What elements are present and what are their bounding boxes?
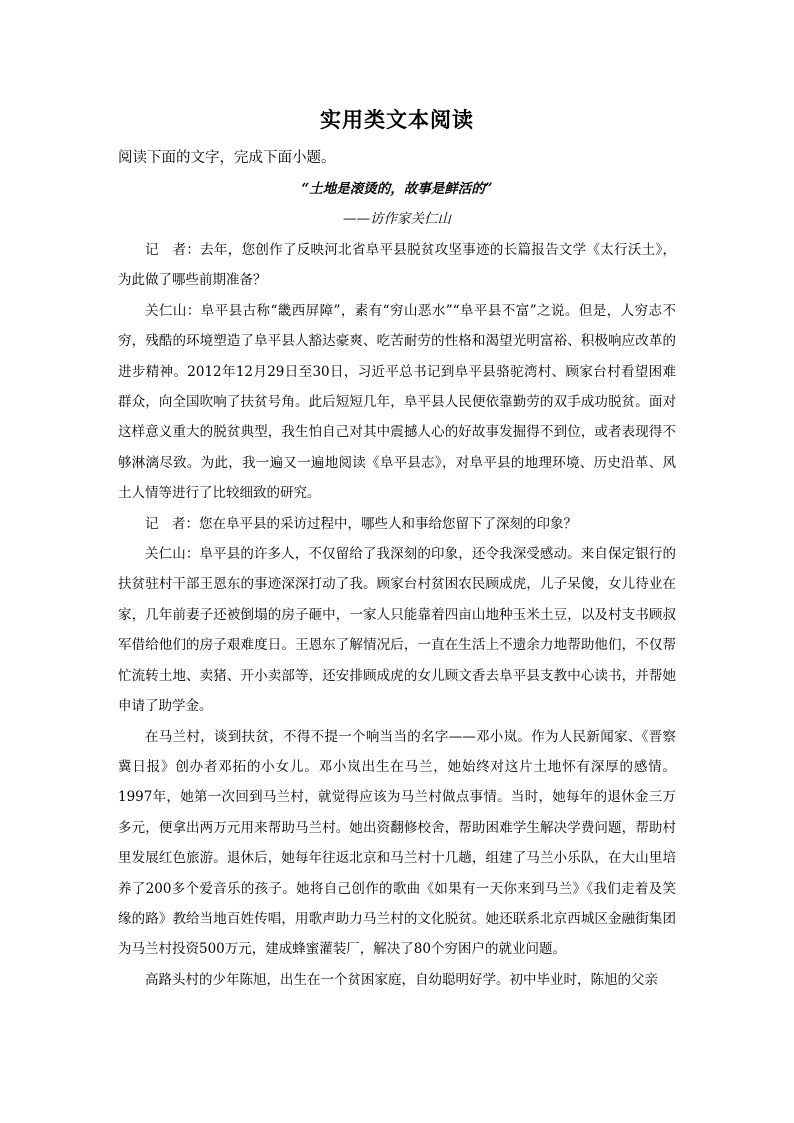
page-title: 实用类文本阅读 (320, 107, 474, 132)
paragraph: 在马兰村，谈到扶贫，不得不提一个响当当的名字——邓小岚。作为人民新闻家、《晋察冀日报》创办者邓拓的小女儿。邓小岚出生在马兰，她始终对这片土地怀有深厚的感情。1997年，她第一次回到马兰村，就觉得应该为马兰村做点事情。当时，她每年的退休金三万多元，便拿出两万元用来帮助马兰村。她出资翻修校舍，帮助困难学生解决学费问题，帮助村里发展红色旅游。退休后，她每年往返北京和马兰村十几趟，组建了马兰小乐队，在大山里培养了200多个爱音乐的孩子。她将自己创作的歌曲《如果有一天你来到马兰》《我们走着及笑缘的路》教给当地百姓传唱，用歌声助力马兰村的文化脱贫。她还联系北京西城区金融街集团为马兰村投资500万元，建成蜂蜜灌装厂，解决了80个穷困户的就业问题。 (118, 728, 676, 958)
paragraph: 记 者：您在阜平县的采访过程中，哪些人和事给您留下了深刻的印象？ (145, 515, 577, 532)
article-title: “土地是滚烫的，故事是鲜活的” (301, 181, 493, 197)
paragraph: 关仁山：阜平县古称“畿西屏障”，素有“穷山恶水”“阜平县不富”之说。但是，人穷志不穷，残酷的环境塑造了阜平县人豁达豪爽、吃苦耐劳的性格和渴望光明富裕、积极响应改革的进步精神。2012年12月29日至30日，习近平总书记到阜平县骆驼湾村、顾家台村看望困难群众，向全国吹响了扶贫号角。此后短短几年，阜平县人民便依靠勤劳的双手成功脱贫。面对这样意义重大的脱贫典型，我生怕自己对其中震撼人心的好故事发掘得不到位，或者表现得不够淋漓尽致。为此，我一遍又一遍地阅读《阜平县志》，对阜平县的地理环境、历史沿革、风土人情等进行了比较细致的研究。 (118, 302, 676, 502)
article-subtitle: ——访作家关仁山 (343, 211, 451, 227)
instruction-text: 阅读下面的文字，完成下面小题。 (118, 150, 336, 166)
paragraph: 关仁山：阜平县的许多人，不仅留给了我深刻的印象，还令我深受感动。来自保定银行的扶贫驻村干部王恩东的事迹深深打动了我。顾家台村贫困农民顾成虎，儿子呆傻，女儿待业在家，几年前妻子还被倒塌的房子砸中，一家人只能靠着四亩山地种玉米土豆，以及村支书顾叔军借给他们的房子艰难度日。王恩东了解情况后，一直在生活上不遗余力地帮助他们，不仅帮忙流转土地、卖猪、开小卖部等，还安排顾成虎的女儿顾文香去阜平县支教中心读书，并帮她申请了助学金。 (118, 546, 676, 715)
paragraph: 高路头村的少年陈旭，出生在一个贫困家庭，自幼聪明好学。初中毕业时，陈旭的父亲 (145, 971, 658, 988)
paragraph: 记 者：去年，您创作了反映河北省阜平县脱贫攻坚事迹的长篇报告文学《太行沃土》，为此做了哪些前期准备？ (118, 242, 676, 289)
article-body (118, 235, 676, 995)
